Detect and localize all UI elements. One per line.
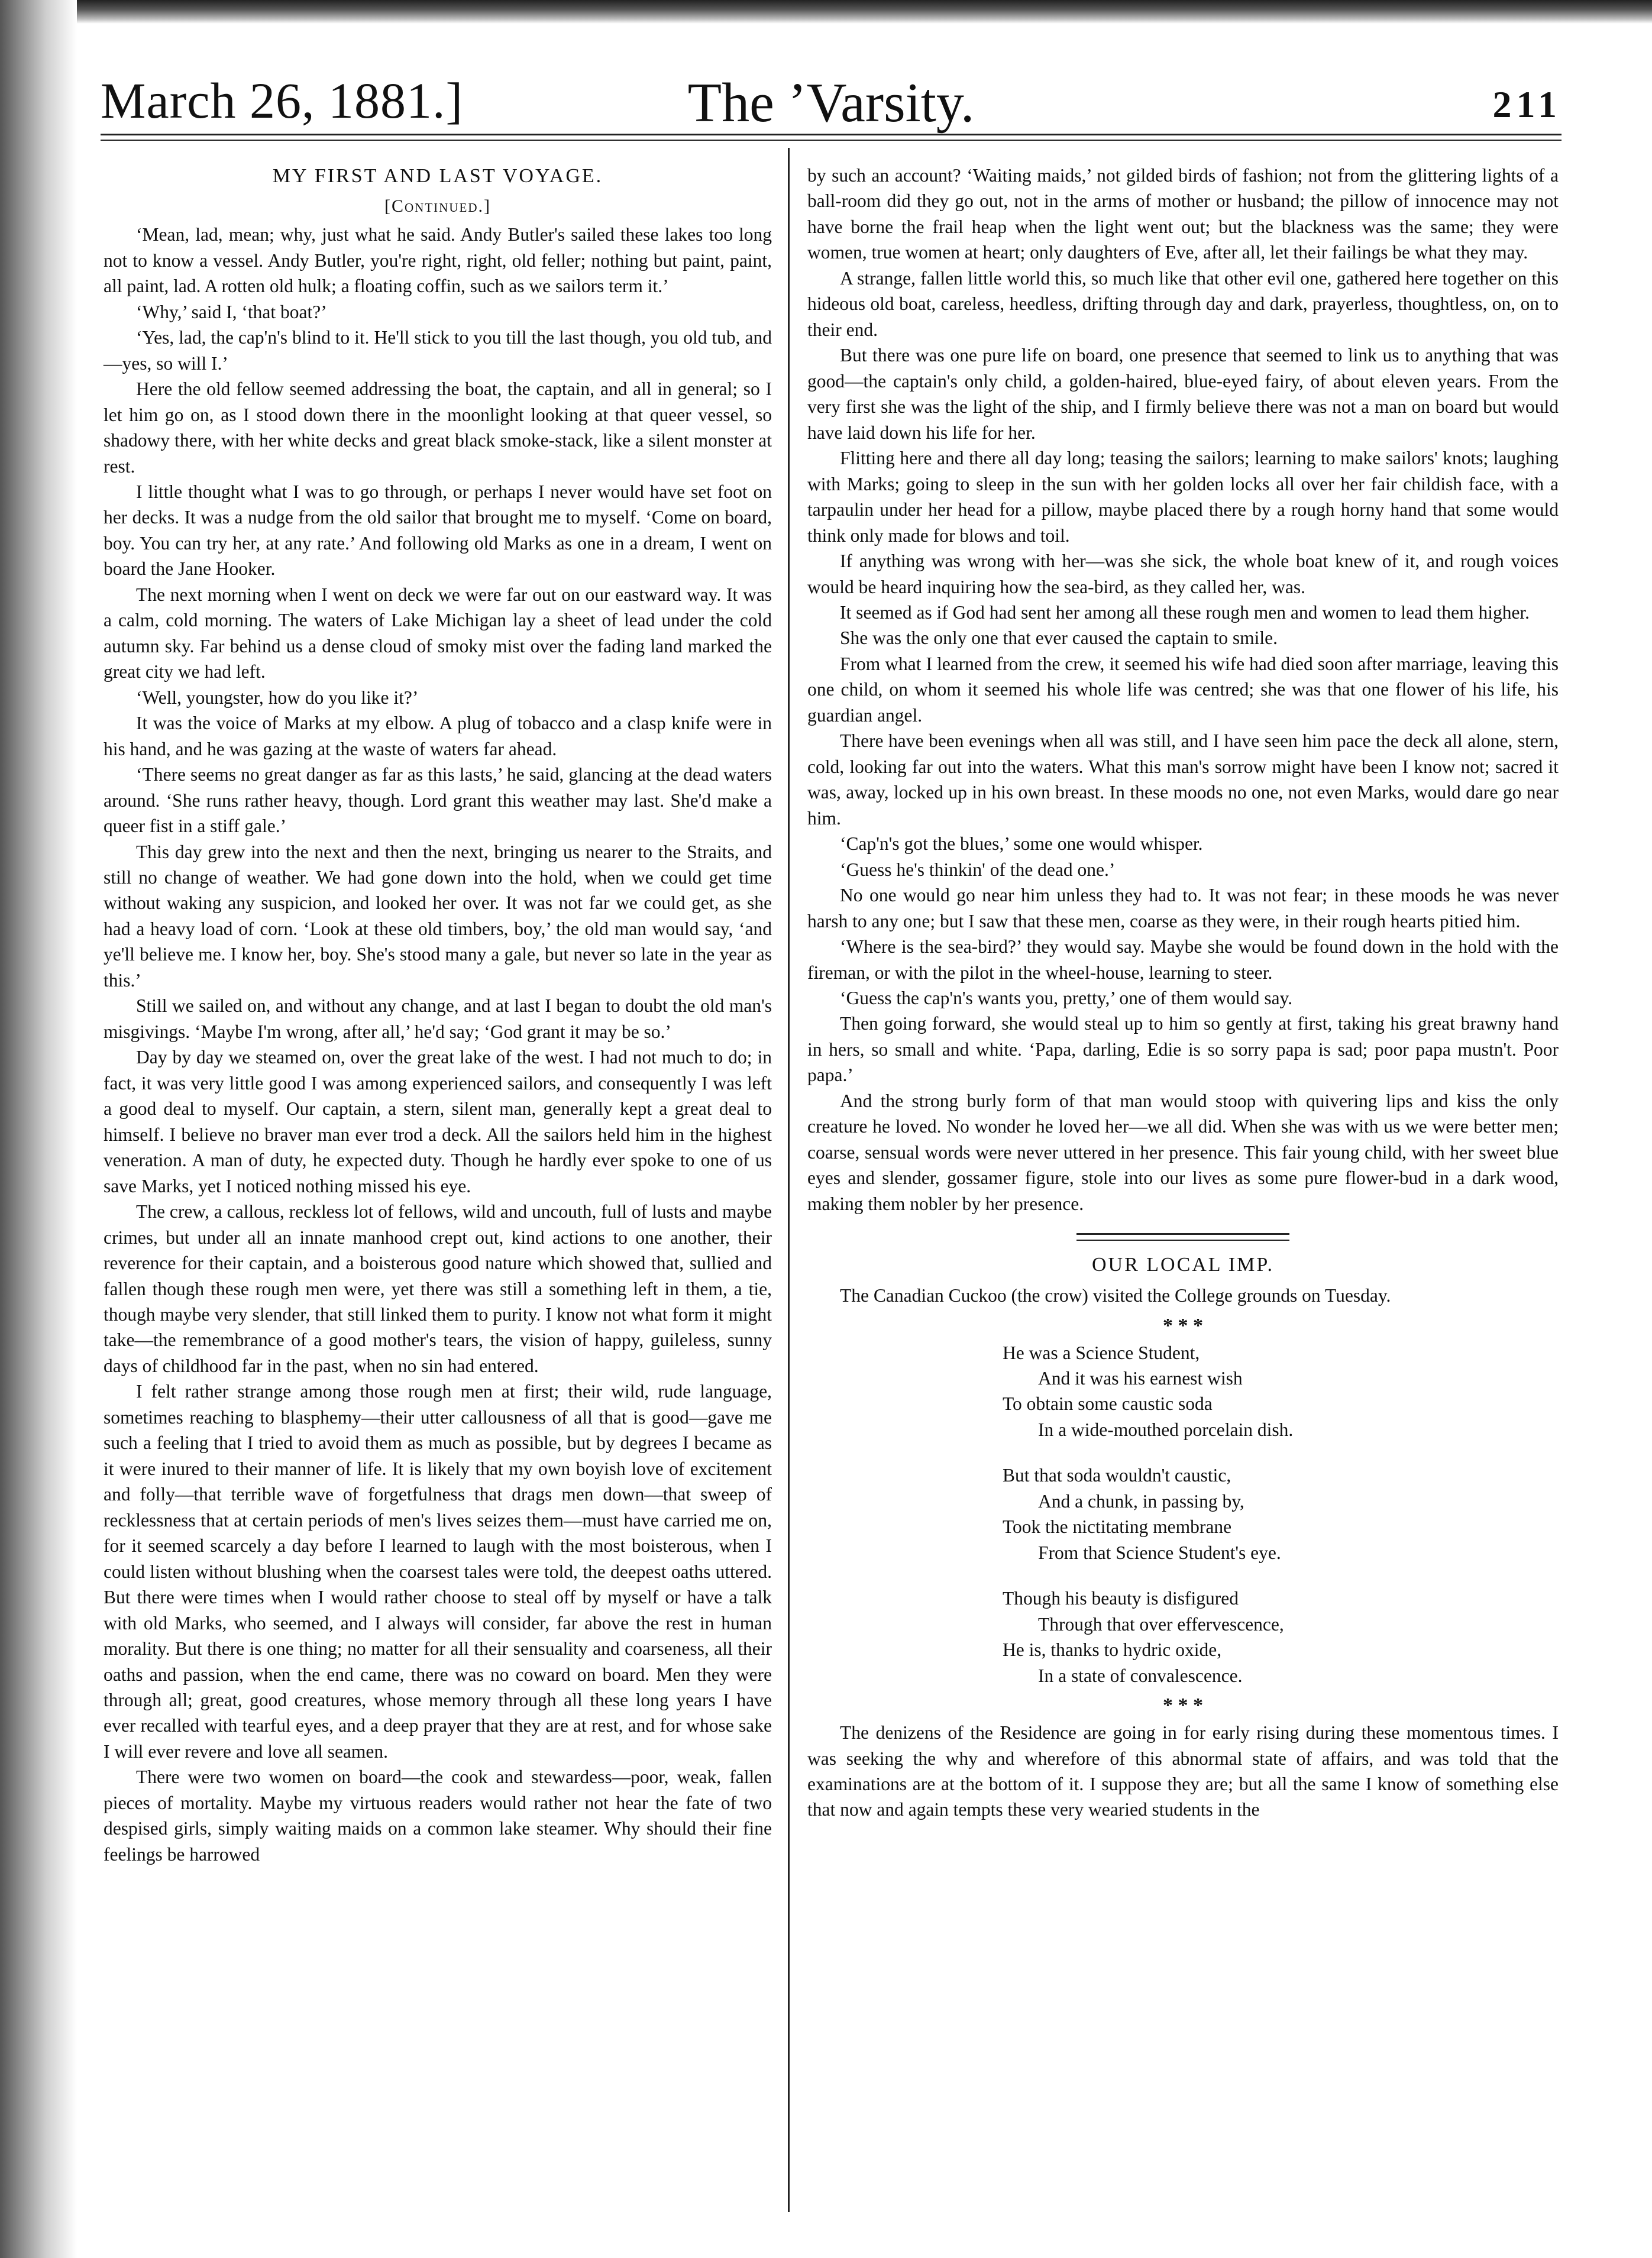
paragraph-continued: by such an account? ‘Waiting maids,’ not gilded birds of fashion; not from the glittering lights of a ball-room did they go out, not in the arms of mother or husband; the pillow of innocence may not have borne the frail heap when the light went out; but the blackness was the same; they were women, true women at heart; only daughters of Eve, after all, let their failings be what they may. (807, 165, 1559, 263)
poem-stanza (1003, 1586, 1559, 1688)
paragraph: It was the voice of Marks at my elbow. A plug of tobacco and a clasp knife were in his hand, and he was gazing at the waste of waters far ahead. (104, 713, 772, 759)
paragraph: From what I learned from the crew, it seemed his wife had died soon after marriage, leaving this one child, on whom it seemed his whole life was centred; she was that one flower of his life, his guardian angel. (807, 653, 1559, 726)
paragraph: ‘There seems no great danger as far as this lasts,’ he said, glancing at the dead waters around. ‘She runs rather heavy, though. Lord grant this weather may last. She'd make a queer fist in a stiff gale.’ (104, 764, 772, 837)
column-divider (788, 148, 790, 2212)
paragraph: And the strong burly form of that man would stoop with quivering lips and kiss the only creature he loved. No wonder he loved her—we all did. When she was with us we were better men; coarse, sensual words were never uttered in her presence. This fair young child, with her sweet blue eyes and slender, gossamer figure, stole into our lives as some pure flower-bud in a dark wood, making them nobler by her presence. (807, 1090, 1559, 1214)
paragraph: There have been evenings when all was still, and I have seen him pace the deck all alone, stern, cold, looking far out into the waters. What this man's sorrow might have been I know not; sacred it was, away, locked up in his own breast. In these moods no one, not even Marks, would dare go near him. (807, 730, 1559, 829)
paragraph: ‘Yes, lad, the cap'n's blind to it. He'll stick to you till the last though, you old tub, and—yes, so will I.’ (104, 327, 772, 374)
paragraph: ‘Guess he's thinkin' of the dead one.’ (840, 859, 1116, 880)
paragraph: ‘Well, youngster, how do you like it?’ (136, 687, 419, 708)
poem-line: He is, thanks to hydric oxide, (1003, 1639, 1222, 1661)
paragraph: Still we sailed on, and without any change, and at last I began to doubt the old man's misgivings. ‘Maybe I'm wrong, after all,’ he'd say; ‘God grant it may be so.’ (104, 995, 772, 1042)
paragraph: But there was one pure life on board, one presence that seemed to link us to anything that was good—the captain's only child, a golden-haired, blue-eyed fairy, of about eleven years. From the very first she was the light of the ship, and I firmly believe there was not a man on board but would have laid down his life for her. (807, 345, 1559, 443)
paragraph: No one would go near him unless they had to. It was not fear; in these moods he was never harsh to any one; but I saw that these men, coarse as they were, in their rough hearts pitied him. (807, 885, 1559, 931)
issue-date: March 26, 1881.] (101, 72, 464, 129)
paragraph: Day by day we steamed on, over the great lake of the west. I had not much to do; in fact, it was very little good I was among experienced sailors, and consequently I was left a good deal to myself. Our captain, a stern, silent man, generally kept a great deal to himself. I believe no braver man ever trod a deck. All the sailors held him in the highest veneration. A man of duty, he expected duty. Though he hardly ever spoke to one of us save Marks, yet I noticed nothing missed his eye. (104, 1047, 772, 1196)
poem-line: And a chunk, in passing by, (1038, 1490, 1244, 1512)
paragraph: This day grew into the next and then the next, bringing us nearer to the Straits, and still no change of weather. We had gone down into the hold, when we could get time without waking any suspicion, and looked her over. It was not far we could get, as she had a heavy load of corn. ‘Look at these old timbers, boy,’ the old man would say, ‘and ye'll believe me. I know her, boy. She's stood many a gale, but never so late in the year as this.’ (104, 841, 772, 991)
poem-line: To obtain some caustic soda (1003, 1393, 1213, 1415)
asterism-separator: * * * (1163, 1694, 1203, 1717)
poem-stanza (1003, 1463, 1559, 1565)
paragraph: Flitting here and there all day long; teasing the sailors; learning to make sailors' knots; laughing with Marks; going to sleep in the sun with her golden locks all over her fair childish face, with a tarpaulin under her head for a pillow, maybe placed there by a rough horny hand that some would think only made for blows and toil. (807, 448, 1559, 546)
section-rule-secondary (1076, 1240, 1289, 1241)
paragraph: Here the old fellow seemed addressing the boat, the captain, and all in general; so I let him go on, as I stood down there in the moonlight looking at that queer vessel, so shadowy there, with her white decks and great black smoke-stack, like a silent monster at rest. (104, 379, 772, 477)
paragraph: ‘Guess the cap'n's wants you, pretty,’ one of them would say. (840, 988, 1293, 1008)
poem-stanza (1003, 1340, 1559, 1443)
paragraph: The denizens of the Residence are going in for early rising during these momentous times. I was seeking the why and wherefore of this abnormal state of affairs, and was told that the examinations are at the bottom of it. I suppose they are; but all the same I know of something else that now and again tempts these very wearied students in the (807, 1722, 1559, 1820)
paragraph: Then going forward, she would steal up to him so gently at first, taking his great brawny hand in hers, so small and white. ‘Papa, darling, Edie is so sorry papa is sad; poor papa mustn't. Poor papa.’ (807, 1013, 1559, 1086)
page-scan-top-shadow (0, 0, 1652, 24)
asterism-separator: * * * (1163, 1314, 1203, 1337)
page-number: 211 (1492, 83, 1562, 125)
article-subheading: [Continued.] (384, 196, 491, 216)
masthead (101, 65, 1562, 148)
newspaper-title: The ’Varsity. (687, 72, 975, 134)
poem-line: In a state of convalescence. (1038, 1665, 1243, 1686)
poem-line: And it was his earnest wish (1038, 1367, 1243, 1389)
paragraph: If anything was wrong with her—was she sick, the whole boat knew of it, and rough voices would be heard inquiring how the sea-bird, as they called her, was. (807, 551, 1559, 597)
paragraph: ‘Where is the sea-bird?’ they would say. Maybe she would be found down in the hold with the fireman, or with the pilot in the wheel-house, learning to steer. (807, 936, 1559, 983)
poem-line: Though his beauty is disfigured (1003, 1588, 1239, 1609)
paragraph: She was the only one that ever caused the captain to smile. (840, 627, 1278, 649)
poem-line: But that soda wouldn't caustic, (1003, 1465, 1231, 1486)
poem-line: He was a Science Student, (1003, 1342, 1200, 1363)
paragraph: The next morning when I went on deck we were far out on our eastward way. It was a calm, cold morning. The waters of Lake Michigan lay a sheet of lead under the cold autumn sky. Far behind us a dense cloud of smoky mist over the fading land marked the great city we had left. (104, 584, 772, 682)
poem (1003, 1340, 1559, 1689)
poem-line: Through that over effervescence, (1038, 1613, 1284, 1635)
paragraph: I felt rather strange among those rough men at first; their wild, rude language, sometimes reaching to blasphemy—their utter callousness of all that is good—gave me such a feeling that I tried to avoid them as much as possible, but by degrees I became as it were inured to their manner of life. It is likely that my own boyish love of excitement and folly—that terrible wave of forgetfulness that drags men down—that sweep of recklessness that at certain periods of men's lives seizes them—must have carried me on, for it seemed scarcely a day before I learned to laugh with the most boisterous, when I could listen without blushing when the coarsest tales were told, the deepest oaths uttered. But there were times when I would rather choose to steal off by myself or have a talk with old Marks, who seemed, and I always will consider, far above the rest in human morality. But there is one thing; no matter for all their sensuality and coarseness, all their oaths and passion, when the end came, there was no coward on board. Men they were through all; great, good creatures, whose memory through all these long years I have ever recalled with tearful eyes, and a deep prayer that they are at rest, and for whose sake I will ever revere and love all seamen. (104, 1381, 772, 1762)
section-intro: The Canadian Cuckoo (the crow) visited the College grounds on Tuesday. (840, 1285, 1391, 1306)
paragraph: ‘Mean, lad, mean; why, just what he said. Andy Butler's sailed these lakes too long not to know a vessel. Andy Butler, you're right, right, old feller; nothing but paint, paint, all paint, lad. A rotten old hulk; a floating coffin, such as we sailors term it.’ (104, 224, 772, 297)
poem-line: In a wide-mouthed porcelain dish. (1038, 1419, 1294, 1440)
right-column (807, 163, 1559, 1823)
paragraph: The crew, a callous, reckless lot of fellows, wild and uncouth, full of lusts and maybe crimes, but under all an innate manhood crept out, kind actions to one another, their reverence for their captain, and a boisterous good nature which showed that, sullied and fallen though these rough men were, yet there was still a something left in them, a tie, though maybe very slender, that still linked them to purity. I know not what form it might take—the remembrance of a good mother's tears, the vision of happy, guileless, sunny days of childhood far in the past, when no sin had entered. (104, 1201, 772, 1376)
poem-line: From that Science Student's eye. (1038, 1542, 1281, 1563)
section-rule (1076, 1233, 1289, 1235)
paragraph: There were two women on board—the cook and stewardess—poor, weak, fallen pieces of mortality. Maybe my virtuous readers would rather not hear the fate of two despised girls, simply waiting maids on a common lake steamer. Why should their fine feelings be harrowed (104, 1767, 772, 1865)
paragraph: A strange, fallen little world this, so much like that other evil one, gathered here together on this hideous old boat, careless, heedless, drifting through day and dark, prayerless, thoughtless, on, on to their end. (807, 267, 1559, 340)
masthead-rule (101, 134, 1562, 135)
left-column (104, 163, 772, 1867)
paragraph: It seemed as if God had sent her among all these rough men and women to lead them higher. (840, 601, 1530, 623)
section-heading: OUR LOCAL IMP. (1091, 1254, 1275, 1276)
paragraph: I little thought what I was to go through, or perhaps I never would have set foot on her decks. It was a nudge from the old sailor that brought me to myself. ‘Come on board, boy. You can try her, at any rate.’ And following old Marks as one in a dream, I went on board the Jane Hooker. (104, 481, 772, 580)
masthead-rule-secondary (101, 140, 1562, 141)
paragraph: ‘Cap'n's got the blues,’ some one would whisper. (840, 833, 1203, 855)
article-heading: MY FIRST AND LAST VOYAGE. (272, 165, 603, 187)
poem-line: Took the nictitating membrane (1003, 1516, 1232, 1538)
page-scan-spine-shadow (0, 0, 77, 2258)
paragraph: ‘Why,’ said I, ‘that boat?’ (136, 301, 327, 322)
